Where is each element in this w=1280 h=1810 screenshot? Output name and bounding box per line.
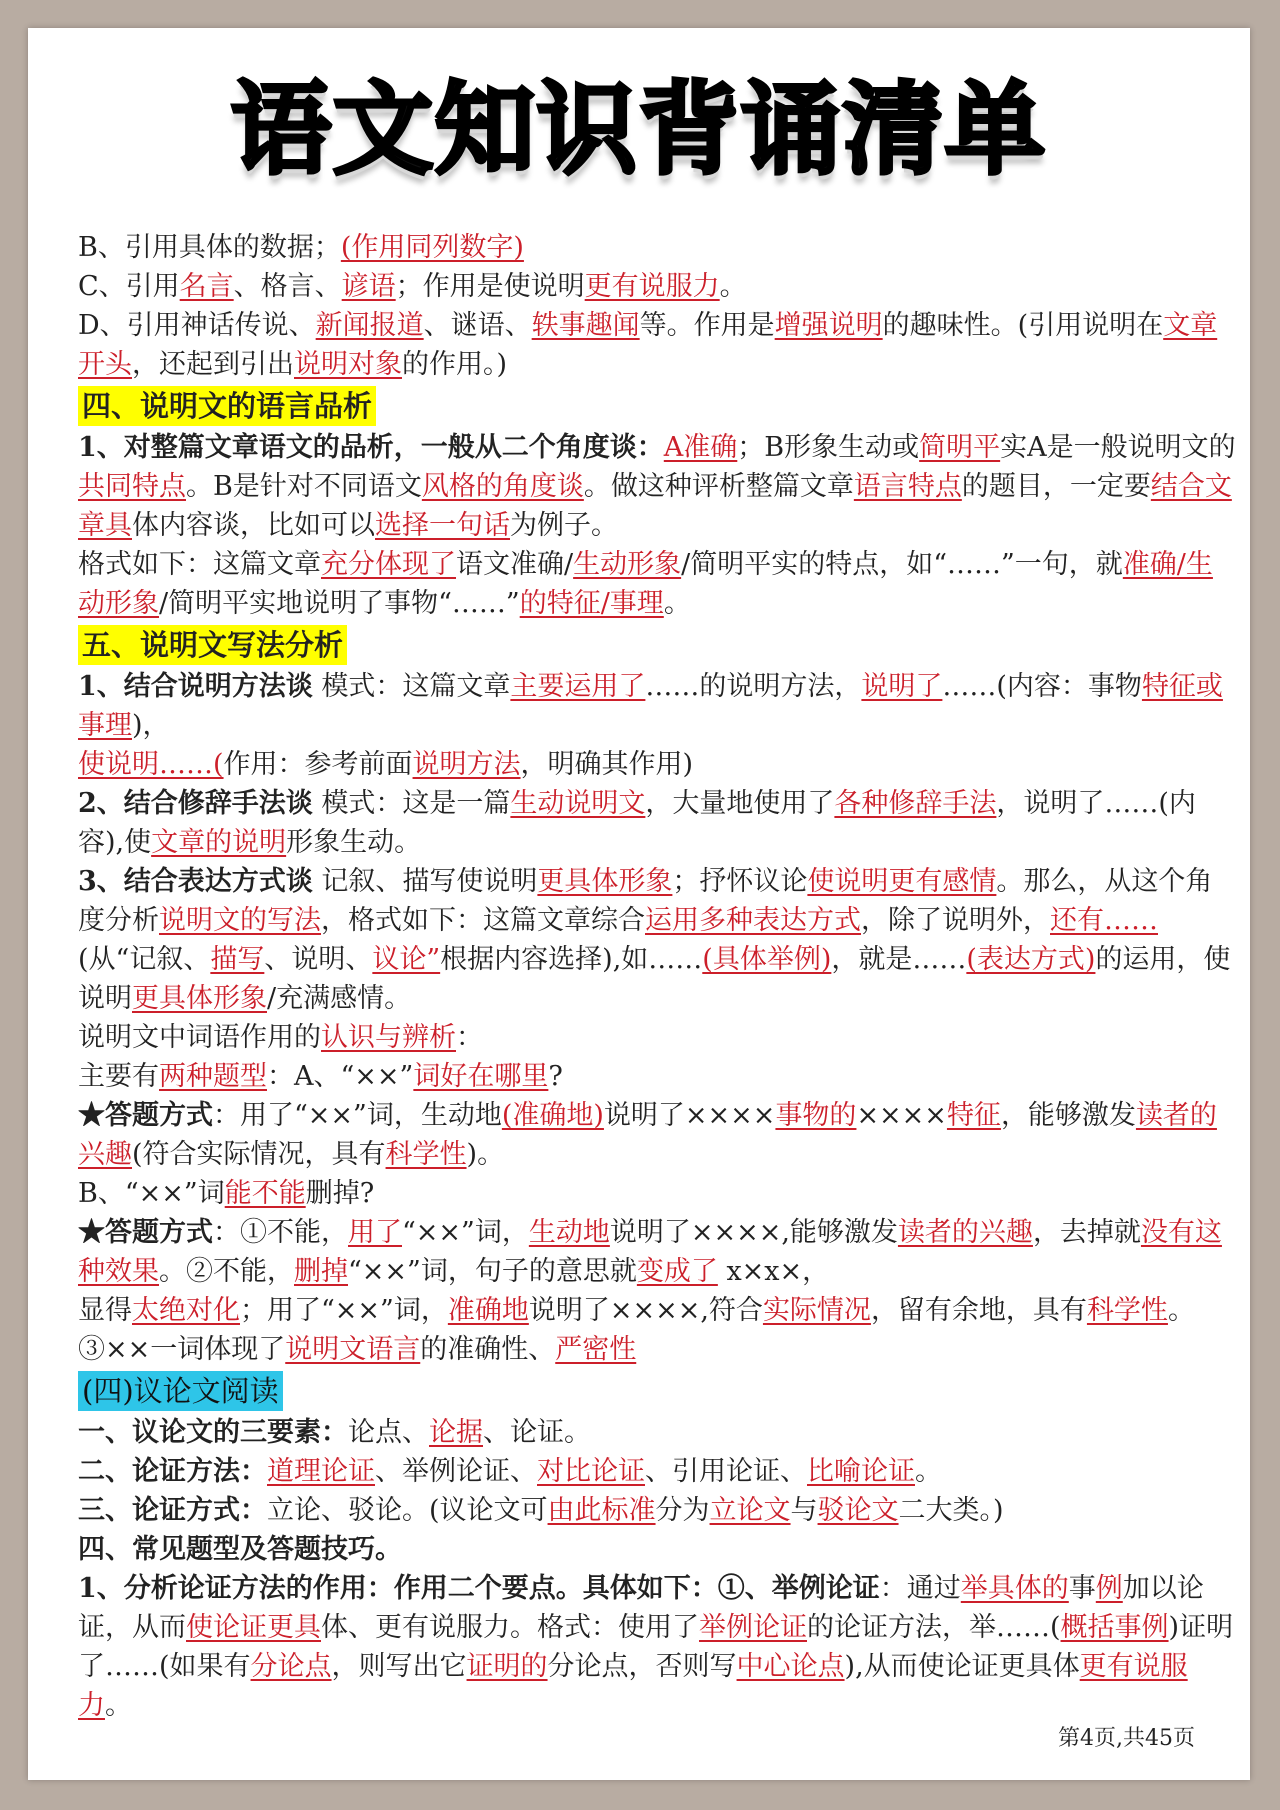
key-term: 更具体形象 bbox=[132, 983, 267, 1014]
key-term: 由此标准 bbox=[547, 1495, 656, 1526]
text-segment: 语文准确/ bbox=[456, 549, 574, 580]
page-number: 第4页,共45页 bbox=[1058, 1726, 1195, 1751]
text-segment: 。 bbox=[915, 1456, 942, 1487]
bold-label: 三、论证方式： bbox=[78, 1495, 267, 1526]
key-term: 两种题型 bbox=[159, 1061, 267, 1092]
text-segment: 论点、 bbox=[348, 1417, 429, 1448]
key-term: 用了 bbox=[348, 1217, 402, 1248]
key-term: 描写 bbox=[210, 944, 265, 975]
key-term: 简明平 bbox=[919, 432, 1001, 463]
key-term: 变成了 bbox=[636, 1256, 718, 1287]
paragraph bbox=[78, 1057, 1236, 1096]
key-term: 词好在哪里 bbox=[413, 1061, 549, 1092]
text-segment: 形象生动。 bbox=[286, 827, 422, 858]
text-segment: 。做这种评析整篇文章 bbox=[583, 471, 854, 502]
key-term: 生动说明文 bbox=[510, 788, 646, 819]
text-segment: ，明确其作用) bbox=[520, 749, 694, 780]
key-term: 严密性 bbox=[555, 1334, 637, 1365]
key-term: 更具体形象 bbox=[537, 866, 673, 897]
key-term: 举具体的 bbox=[960, 1573, 1069, 1604]
text-segment: 。 bbox=[105, 1690, 132, 1721]
text-segment: 的趣味性。(引用说明在 bbox=[882, 310, 1164, 341]
text-segment: 分为 bbox=[655, 1495, 710, 1526]
text-segment: ；抒怀议论 bbox=[672, 866, 808, 897]
text-segment: 说明了×××× bbox=[603, 1100, 776, 1131]
text-segment: 说明文中词语作用的 bbox=[78, 1022, 321, 1053]
text-segment: ，留有余地，具有 bbox=[870, 1295, 1087, 1326]
key-term: 实际情况 bbox=[762, 1295, 871, 1326]
text-segment: 、谜语、 bbox=[423, 310, 532, 341]
key-term: 论据 bbox=[429, 1417, 483, 1448]
key-term: 认识与辨析 bbox=[321, 1022, 456, 1053]
paragraph bbox=[78, 1569, 1236, 1725]
text-segment: C、引用 bbox=[78, 271, 180, 302]
text-segment: 。 bbox=[663, 588, 691, 619]
bold-label: 3、结合表达方式谈 bbox=[78, 866, 313, 897]
section-heading-row bbox=[78, 384, 1236, 428]
text-segment: 事 bbox=[1068, 1573, 1096, 1604]
bold-label: 四、常见题型及答题技巧。 bbox=[78, 1534, 402, 1565]
key-term: (表达方式) bbox=[966, 944, 1096, 975]
key-term: 说明了 bbox=[861, 671, 943, 702]
key-term: 主要运用了 bbox=[510, 671, 646, 702]
text-segment: 删掉? bbox=[305, 1178, 375, 1209]
paragraph bbox=[78, 1530, 1236, 1569]
key-term: 生动形象 bbox=[573, 549, 682, 580]
text-segment: 。②不能， bbox=[159, 1256, 294, 1287]
paragraph bbox=[78, 745, 1236, 784]
text-segment: ：用了“××”词，生动地 bbox=[213, 1100, 502, 1131]
text-segment: 说明了××××,能够激发 bbox=[609, 1217, 898, 1248]
text-segment: 体内容谈，比如可以 bbox=[132, 510, 375, 541]
section-heading-row bbox=[78, 623, 1236, 667]
text-segment: 分论点，否则写 bbox=[547, 1651, 737, 1682]
key-term: 科学性 bbox=[385, 1139, 467, 1170]
key-term: 文章的说明 bbox=[151, 827, 287, 858]
key-term: 还有…… bbox=[1050, 905, 1158, 936]
key-term: 证明的 bbox=[466, 1651, 548, 1682]
key-term: 的特征/事理 bbox=[519, 588, 664, 619]
page-title: 语文知识背诵清单 bbox=[231, 71, 1047, 188]
text-segment: 加以论证，从而 bbox=[78, 1573, 1204, 1643]
text-segment: ……的说明方法， bbox=[645, 671, 862, 702]
text-segment: ，大量地使用了 bbox=[645, 788, 835, 819]
key-term: 运用多种表达方式 bbox=[645, 905, 861, 936]
key-term: 科学性 bbox=[1086, 1295, 1168, 1326]
key-term: 太绝对化 bbox=[132, 1295, 240, 1326]
text-segment: ： bbox=[456, 1022, 483, 1053]
text-segment: )， bbox=[132, 710, 170, 741]
paragraph bbox=[78, 1452, 1236, 1491]
text-segment: 。③××一词体现了 bbox=[78, 1295, 1195, 1365]
bold-label: 1、结合说明方法谈 bbox=[78, 671, 313, 702]
key-term: 充分体现了 bbox=[321, 549, 456, 580]
text-segment: ，说明了……(内容),使 bbox=[78, 788, 1196, 858]
key-term: 生动地 bbox=[528, 1217, 610, 1248]
key-term: 说明对象 bbox=[294, 349, 402, 380]
text-segment: 等。作用是 bbox=[639, 310, 775, 341]
paragraph bbox=[78, 228, 1236, 267]
key-term: 说明方法 bbox=[412, 749, 521, 780]
key-term: 删掉 bbox=[294, 1256, 348, 1287]
text-segment: 。 bbox=[719, 271, 747, 302]
text-segment: 二大类。) bbox=[898, 1495, 1004, 1526]
text-segment: 作用：参考前面 bbox=[223, 749, 413, 780]
text-segment: ；作用是使说明 bbox=[395, 271, 585, 302]
key-term: 使论证更具 bbox=[186, 1612, 321, 1643]
paragraph bbox=[78, 428, 1236, 545]
key-term: 事物的 bbox=[775, 1100, 857, 1131]
key-term: 举例论证 bbox=[699, 1612, 807, 1643]
key-term: (作用同列数字) bbox=[340, 232, 524, 263]
text-segment: 、引用论证、 bbox=[645, 1456, 807, 1487]
key-term: 驳论文 bbox=[817, 1495, 899, 1526]
key-term: 增强说明 bbox=[774, 310, 883, 341]
key-term: 读者的兴趣 bbox=[897, 1217, 1033, 1248]
key-term: 对比论证 bbox=[537, 1456, 645, 1487]
text-segment: /充满感情。 bbox=[267, 983, 412, 1014]
text-segment: ：通过 bbox=[879, 1573, 961, 1604]
text-segment: 模式：这是一篇 bbox=[312, 788, 511, 819]
text-segment: ，就是…… bbox=[831, 944, 967, 975]
key-term: 分论点 bbox=[250, 1651, 332, 1682]
text-segment: ……(内容：事物 bbox=[942, 671, 1142, 702]
text-segment: ×××× bbox=[856, 1100, 947, 1131]
paragraph bbox=[78, 267, 1236, 306]
text-segment: ；B形象生动或 bbox=[737, 432, 920, 463]
key-term: 语言特点 bbox=[853, 471, 962, 502]
text-segment: ，能够激发 bbox=[1000, 1100, 1136, 1131]
key-term: 文章开头 bbox=[78, 310, 1218, 380]
text-segment: /简明平实地说明了事物“……” bbox=[159, 588, 520, 619]
key-term: 概括事例 bbox=[1060, 1612, 1169, 1643]
key-term: 使说明……( bbox=[78, 749, 224, 780]
text-segment: 、举例论证、 bbox=[375, 1456, 537, 1487]
key-term: 读者的兴趣 bbox=[78, 1100, 1217, 1170]
text-segment: 实A是一般说明文的 bbox=[1000, 432, 1236, 463]
text-segment: 的论证方法，举……( bbox=[807, 1612, 1061, 1643]
text-segment: 格式如下：这篇文章 bbox=[78, 549, 321, 580]
text-segment: 、论证。 bbox=[483, 1417, 591, 1448]
key-term: 准确/生动形象 bbox=[78, 549, 1213, 619]
paragraph bbox=[78, 306, 1236, 384]
text-segment: 记叙、描写使说明 bbox=[312, 866, 538, 897]
key-term: 更有说服力 bbox=[584, 271, 720, 302]
text-segment: ；用了“××”词， bbox=[240, 1295, 448, 1326]
text-segment: ，还起到引出 bbox=[132, 349, 294, 380]
key-term: 谚语 bbox=[341, 271, 396, 302]
key-term: 选择一句话 bbox=[375, 510, 510, 541]
key-term: 中心论点 bbox=[736, 1651, 845, 1682]
key-term: 特征或事理 bbox=[78, 671, 1223, 741]
key-term: 能不能 bbox=[224, 1178, 306, 1209]
text-segment: 与 bbox=[790, 1495, 818, 1526]
text-segment: ，除了说明外， bbox=[861, 905, 1050, 936]
section-heading: (四)议论文阅读 bbox=[78, 1371, 283, 1411]
text-segment: 的题目，一定要 bbox=[961, 471, 1151, 502]
text-segment: ：①不能， bbox=[213, 1217, 348, 1248]
paragraph bbox=[78, 1018, 1236, 1057]
paragraph bbox=[78, 667, 1236, 745]
key-term: 名言 bbox=[179, 271, 234, 302]
text-segment: ，格式如下：这篇文章综合 bbox=[321, 905, 645, 936]
paragraph bbox=[78, 1291, 1236, 1369]
text-segment: 、格言、 bbox=[233, 271, 342, 302]
paragraph bbox=[78, 545, 1236, 623]
document-page bbox=[28, 28, 1250, 1780]
paragraph bbox=[78, 1174, 1236, 1213]
text-segment: B、“××”词 bbox=[78, 1178, 225, 1209]
key-term: 各种修辞手法 bbox=[834, 788, 997, 819]
text-segment: 。B是针对不同语文 bbox=[186, 471, 422, 502]
text-segment: ? bbox=[548, 1061, 563, 1092]
text-segment: 体、更有说服力。格式：使用了 bbox=[321, 1612, 699, 1643]
text-segment: /简明平实的特点，如“……”一句，就 bbox=[681, 549, 1123, 580]
text-segment: 显得 bbox=[78, 1295, 132, 1326]
section-heading: 四、说明文的语言品析 bbox=[78, 386, 376, 426]
text-segment: ：A、“××” bbox=[267, 1061, 414, 1092]
key-term: 例 bbox=[1095, 1573, 1123, 1604]
key-term: 比喻论证 bbox=[807, 1456, 915, 1487]
text-segment: 的运用，使说明 bbox=[78, 944, 1231, 1014]
key-term: 特征 bbox=[946, 1100, 1001, 1131]
text-segment: D、引用神话传说、 bbox=[78, 310, 316, 341]
text-segment: )。 bbox=[466, 1139, 505, 1170]
text-segment: 立论、驳论。(议论文可 bbox=[267, 1495, 548, 1526]
bold-label: ★答题方式 bbox=[78, 1217, 213, 1248]
text-segment: 模式：这篇文章 bbox=[312, 671, 511, 702]
document-body bbox=[78, 228, 1236, 1725]
key-term: 新闻报道 bbox=[315, 310, 424, 341]
bold-label: 二、论证方法： bbox=[78, 1456, 267, 1487]
paragraph bbox=[78, 1096, 1236, 1174]
bold-label: 一、议论文的三要素： bbox=[78, 1417, 348, 1448]
text-segment: 。那么，从这个角度分析 bbox=[78, 866, 1213, 936]
text-segment: 说明了××××,符合 bbox=[528, 1295, 763, 1326]
paragraph bbox=[78, 1413, 1236, 1452]
text-segment: 主要有 bbox=[78, 1061, 159, 1092]
text-segment: (从“记叙、 bbox=[78, 944, 211, 975]
key-term: 立论文 bbox=[709, 1495, 791, 1526]
key-term: (具体举例) bbox=[702, 944, 832, 975]
paragraph bbox=[78, 862, 1236, 1018]
text-segment: x×x×， bbox=[717, 1256, 830, 1287]
bold-label: ★答题方式 bbox=[78, 1100, 213, 1131]
text-segment: B、引用具体的数据； bbox=[78, 232, 341, 263]
key-term: (准确地) bbox=[501, 1100, 604, 1131]
key-term: 共同特点 bbox=[78, 471, 186, 502]
bold-label: 2、结合修辞手法谈 bbox=[78, 788, 313, 819]
text-segment: 为例子。 bbox=[510, 510, 618, 541]
key-term: 议论” bbox=[372, 944, 441, 975]
text-segment: )证明了……(如果有 bbox=[78, 1612, 1234, 1682]
key-term: 轶事趣闻 bbox=[531, 310, 640, 341]
key-term: 结合文章具 bbox=[78, 471, 1232, 541]
section-heading: 五、说明文写法分析 bbox=[78, 625, 347, 665]
key-term: 没有这种效果 bbox=[78, 1217, 1222, 1287]
text-segment: “××”词， bbox=[402, 1217, 529, 1248]
key-term: 说明文语言 bbox=[285, 1334, 421, 1365]
key-term: 说明文的写法 bbox=[159, 905, 321, 936]
text-segment: “××”词，句子的意思就 bbox=[348, 1256, 637, 1287]
key-term: A准确 bbox=[663, 432, 738, 463]
paragraph bbox=[78, 1491, 1236, 1530]
text-segment: 、说明、 bbox=[264, 944, 373, 975]
text-segment: (符合实际情况，具有 bbox=[132, 1139, 386, 1170]
section-heading-row bbox=[78, 1369, 1236, 1413]
text-segment: 的准确性、 bbox=[420, 1334, 556, 1365]
paragraph bbox=[78, 1213, 1236, 1291]
key-term: 道理论证 bbox=[267, 1456, 375, 1487]
text-segment: 的作用。) bbox=[402, 349, 508, 380]
text-segment: ，则写出它 bbox=[331, 1651, 467, 1682]
key-term: 准确地 bbox=[447, 1295, 529, 1326]
key-term: 更有说服力 bbox=[78, 1651, 1188, 1721]
paragraph bbox=[78, 784, 1236, 862]
text-segment: ),从而使论证更具体 bbox=[844, 1651, 1080, 1682]
text-segment: ，去掉就 bbox=[1032, 1217, 1141, 1248]
key-term: 风格的角度谈 bbox=[421, 471, 584, 502]
bold-label: 1、分析论证方法的作用：作用二个要点。具体如下：①、举例论证 bbox=[78, 1573, 880, 1604]
bold-label: 1、对整篇文章语文的品析，一般从二个角度谈： bbox=[78, 432, 664, 463]
key-term: 使说明更有感情 bbox=[807, 866, 997, 897]
text-segment: 根据内容选择),如…… bbox=[440, 944, 703, 975]
